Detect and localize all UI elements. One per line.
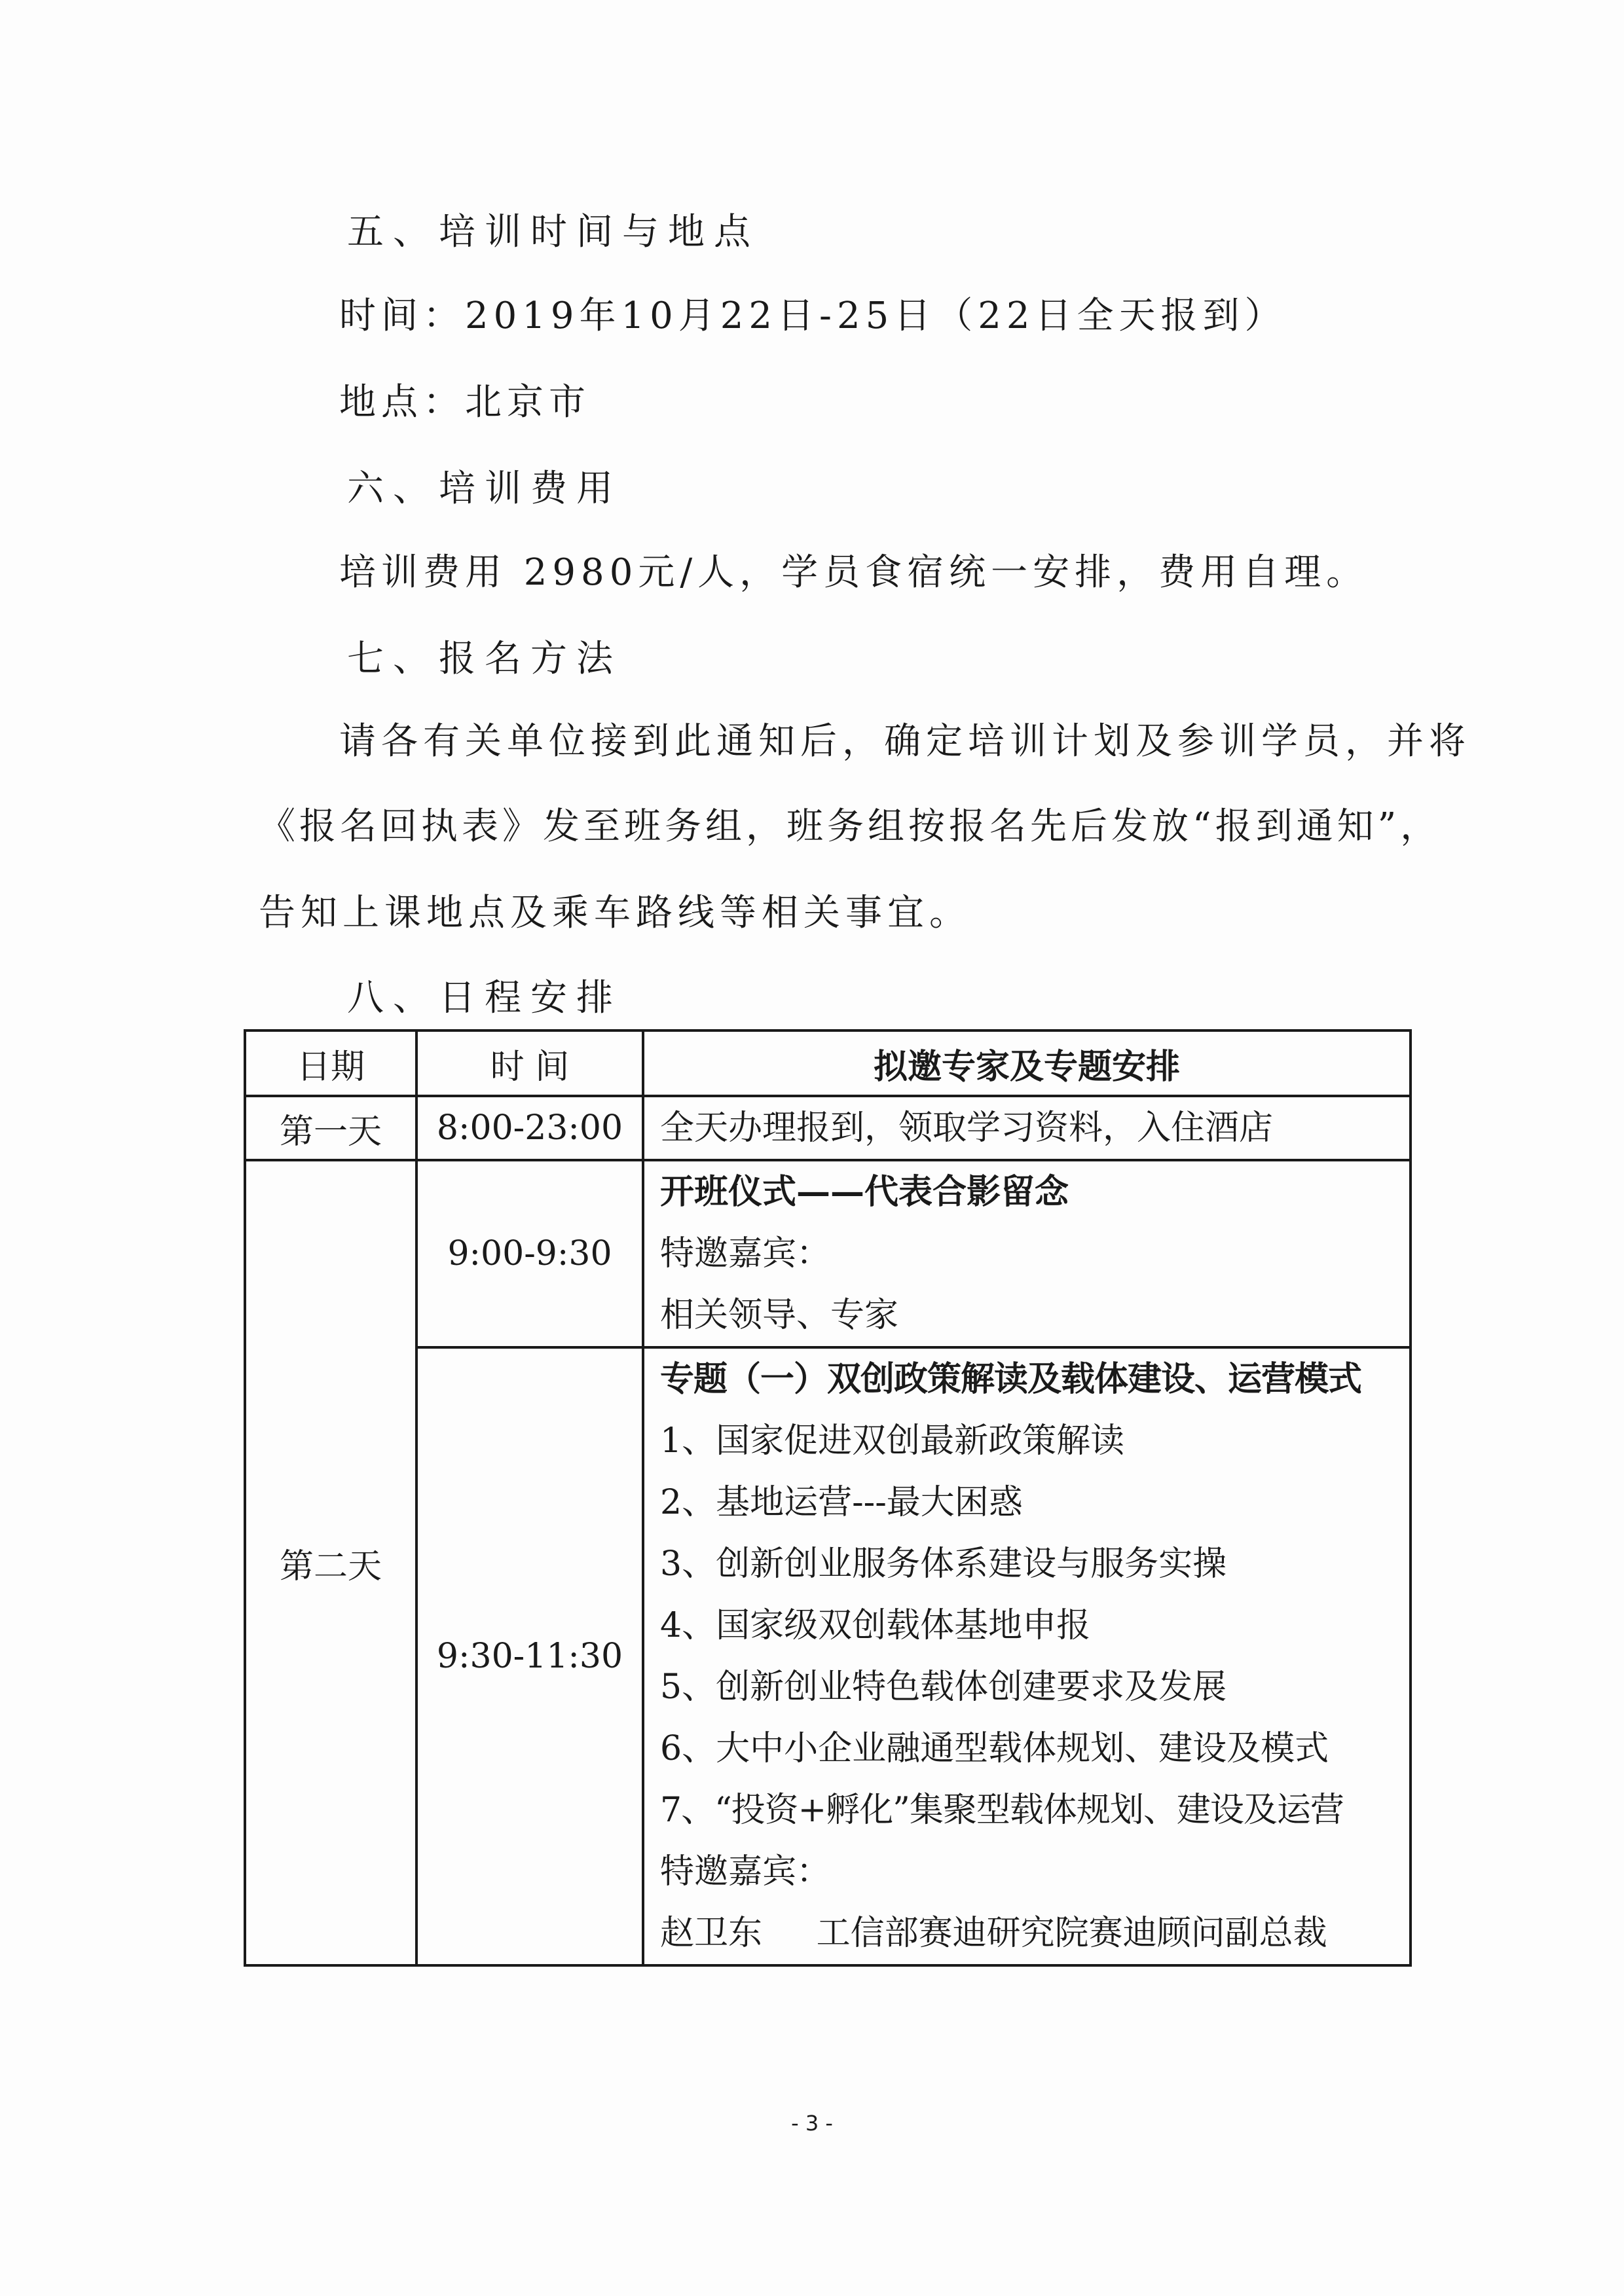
day1-content-text: 全天办理报到，领取学习资料，入住酒店 (660, 1108, 1274, 1148)
session2-item: 1、国家促进双创最新政策解读 (660, 1421, 1125, 1461)
section-7-paragraph-line-2: 《报名回执表》发至班务组，班务组按报名先后发放“报到通知”， (259, 805, 1441, 848)
section-6-title: 六、培训费用 (347, 467, 622, 510)
session2-guest-label: 特邀嘉宾： (660, 1852, 831, 1891)
session2-item: 5、创新创业特色载体创建要求及发展 (660, 1667, 1227, 1707)
section-5-title: 五、培训时间与地点 (347, 211, 760, 253)
day1-time: 8:00-23:00 (416, 1096, 643, 1160)
section-5-place: 地点：北京市 (339, 381, 591, 424)
header-topic: 拟邀专家及专题安排 (643, 1030, 1411, 1096)
session2-item: 2、基地运营---最大困惑 (660, 1483, 1023, 1522)
header-date: 日期 (245, 1030, 416, 1096)
page-number: - 3 - (791, 2111, 833, 2136)
section-7-paragraph-line-3: 告知上课地点及乘车路线等相关事宜。 (259, 892, 971, 934)
schedule-table (244, 1029, 1412, 1967)
session1-title: 开班仪式——代表合影留念 (660, 1172, 1069, 1212)
section-8-title: 八、日程安排 (347, 977, 622, 1019)
day1-date: 第一天 (245, 1096, 416, 1160)
session1-guests: 相关领导、专家 (660, 1296, 899, 1335)
session2-guest: 赵卫东 工信部赛迪研究院赛迪顾问副总裁 (660, 1914, 1327, 1953)
session2-item: 4、国家级双创载体基地申报 (660, 1606, 1091, 1645)
day2-session1-content (643, 1160, 1411, 1347)
section-5-time: 时间：2019年10月22日-25日（22日全天报到） (339, 295, 1287, 337)
table-header-row (245, 1030, 1411, 1096)
session2-item: 6、大中小企业融通型载体规划、建设及模式 (660, 1729, 1329, 1768)
session1-guest-label: 特邀嘉宾： (660, 1234, 831, 1273)
section-7-title: 七、报名方法 (347, 638, 622, 680)
day2-session2-time: 9:30-11:30 (416, 1347, 643, 1965)
section-6-fee: 培训费用 2980元/人，学员食宿统一安排，费用自理。 (339, 551, 1369, 594)
day2-date: 第二天 (245, 1160, 416, 1965)
day1-content (643, 1096, 1411, 1160)
header-time: 时 间 (416, 1030, 643, 1096)
day2-session2-content (643, 1347, 1411, 1965)
session2-item: 3、创新创业服务体系建设与服务实操 (660, 1544, 1227, 1584)
day2-session1-time: 9:00-9:30 (416, 1160, 643, 1347)
section-7-paragraph-line-1: 请各有关单位接到此通知后，确定培训计划及参训学员，并将 (339, 720, 1471, 763)
table-row (245, 1096, 1411, 1160)
table-row (245, 1160, 1411, 1347)
session2-title: 专题（一）双创政策解读及载体建设、运营模式 (660, 1359, 1362, 1399)
session2-item: 7、“投资+孵化”集聚型载体规划、建设及运营 (660, 1791, 1344, 1830)
table-row (245, 1347, 1411, 1965)
